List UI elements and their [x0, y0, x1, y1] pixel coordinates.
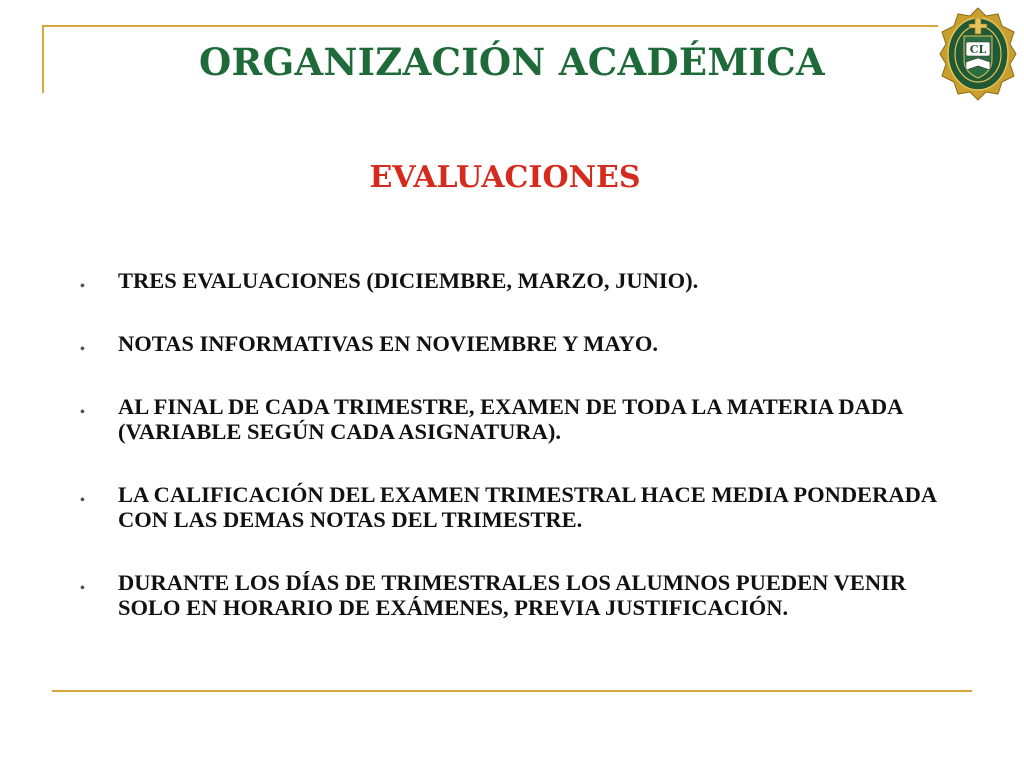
bullet-text: DURANTE LOS DÍAS DE TRIMESTRALES LOS ALUMNOS PUEDEN VENIR SOLO EN HORARIO DE EXÁMENES, PREVIA JUSTIFICACIÓN. — [118, 570, 907, 620]
slide-subtitle: EVALUACIONES — [369, 160, 641, 195]
list-item — [80, 570, 960, 620]
list-item — [80, 482, 960, 532]
bullet-text: LA CALIFICACIÓN DEL EXAMEN TRIMESTRAL HACE MEDIA PONDERADA CON LAS DEMAS NOTAS DEL TRIMESTRE. — [118, 482, 936, 532]
bullet-dot: • — [80, 581, 85, 596]
bullet-text: NOTAS INFORMATIVAS EN NOVIEMBRE Y MAYO. — [118, 331, 659, 356]
crest-monogram: CL — [969, 43, 987, 56]
frame-bottom-line — [52, 690, 972, 692]
bullet-text: AL FINAL DE CADA TRIMESTRE, EXAMEN DE TODA LA MATERIA DADA (VARIABLE SEGÚN CADA ASIGNATURA). — [118, 394, 903, 444]
list-item — [80, 331, 960, 356]
school-crest-icon — [938, 6, 1018, 102]
slide-title: ORGANIZACIÓN ACADÉMICA — [199, 40, 825, 84]
bullet-list — [80, 268, 960, 620]
list-item — [80, 394, 960, 444]
frame-top-line — [42, 25, 938, 27]
bullet-dot: • — [80, 279, 85, 294]
bullet-dot: • — [80, 493, 85, 508]
bullet-text: TRES EVALUACIONES (DICIEMBRE, MARZO, JUNIO). — [118, 268, 699, 293]
list-item — [80, 268, 960, 293]
bullet-dot: • — [80, 405, 85, 420]
bullet-dot: • — [80, 342, 85, 357]
